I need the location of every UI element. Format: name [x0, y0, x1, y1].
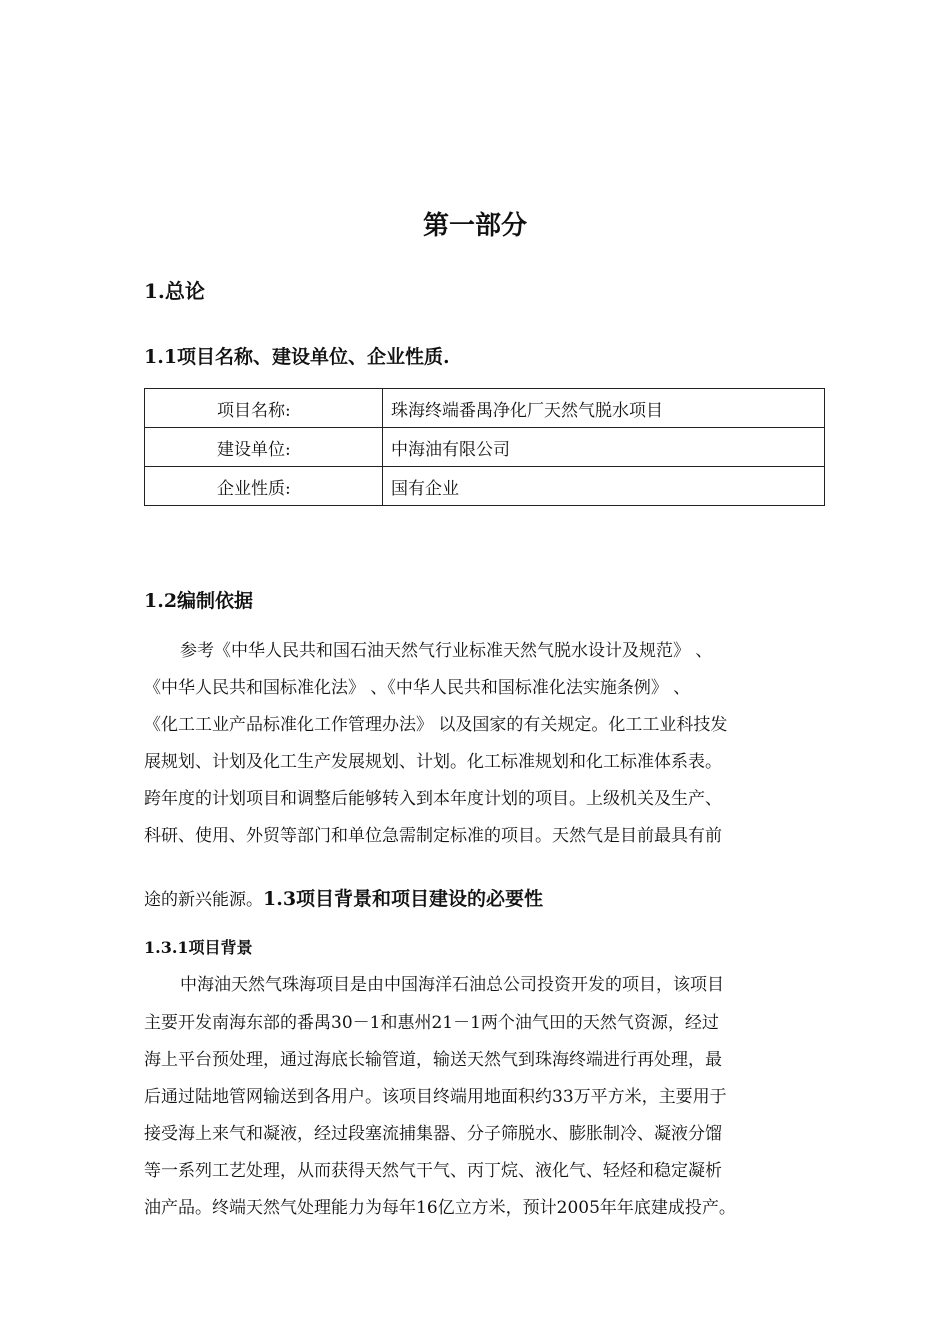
table-row — [145, 467, 825, 506]
table-value-cell: 中海油有限公司 — [383, 428, 825, 467]
table-row — [145, 428, 825, 467]
paragraph-line: 接受海上来气和凝液，经过段塞流捕集器、分子筛脱水、膨胀制冷、凝液分馏 — [144, 1124, 722, 1144]
paragraph-line: 《化工工业产品标准化工作管理办法》 以及国家的有关规定。化工工业科技发 — [144, 715, 728, 735]
table-label-cell: 企业性质: — [145, 467, 383, 506]
paragraph-line: 海上平台预处理，通过海底长输管道，输送天然气到珠海终端进行再处理，最 — [144, 1050, 722, 1070]
paragraph-line: 跨年度的计划项目和调整后能够转入到本年度计划的项目。上级机关及生产、 — [144, 789, 722, 809]
paragraph-last-line — [144, 884, 543, 911]
paragraph-line: 中海油天然气珠海项目是由中国海洋石油总公司投资开发的项目，该项目 — [180, 975, 724, 995]
project-info-table — [144, 388, 825, 506]
paragraph-line-tail: 途的新兴能源。 — [144, 890, 263, 910]
table-value-cell: 珠海终端番禺净化厂天然气脱水项目 — [383, 389, 825, 428]
table-label-cell: 建设单位: — [145, 428, 383, 467]
paragraph-line: 科研、使用、外贸等部门和单位急需制定标准的项目。天然气是目前最具有前 — [144, 826, 722, 846]
table-label-cell: 项目名称: — [145, 389, 383, 428]
table-value-cell: 国有企业 — [383, 467, 825, 506]
paragraph-line: 《中华人民共和国标准化法》 、《中华人民共和国标准化法实施条例》 、 — [144, 678, 691, 698]
section-heading-1: 1.总论 — [144, 279, 205, 303]
paragraph-line: 参考《中华人民共和国石油天然气行业标准天然气脱水设计及规范》 、 — [180, 641, 713, 661]
section-heading-1-2: 1.2编制依据 — [144, 590, 254, 612]
section-heading-1-3: 1.3项目背景和项目建设的必要性 — [263, 888, 544, 910]
paragraph-line: 等一系列工艺处理，从而获得天然气干气、丙丁烷、液化气、轻烃和稳定凝析 — [144, 1161, 722, 1181]
section-heading-1-1: 1.1项目名称、建设单位、企业性质. — [144, 346, 450, 368]
section-heading-1-3-1: 1.3.1项目背景 — [144, 938, 253, 957]
paragraph-line: 油产品。终端天然气处理能力为每年16亿立方米，预计2005年年底建成投产。 — [144, 1198, 736, 1218]
table-row — [145, 389, 825, 428]
part-title: 第一部分 — [422, 211, 527, 241]
paragraph-line: 后通过陆地管网输送到各用户。该项目终端用地面积约33万平方米，主要用于 — [144, 1087, 727, 1107]
paragraph-line: 主要开发南海东部的番禺30－1和惠州21－1两个油气田的天然气资源，经过 — [144, 1013, 719, 1033]
paragraph-line: 展规划、计划及化工生产发展规划、计划。化工标准规划和化工标准体系表。 — [144, 752, 722, 772]
